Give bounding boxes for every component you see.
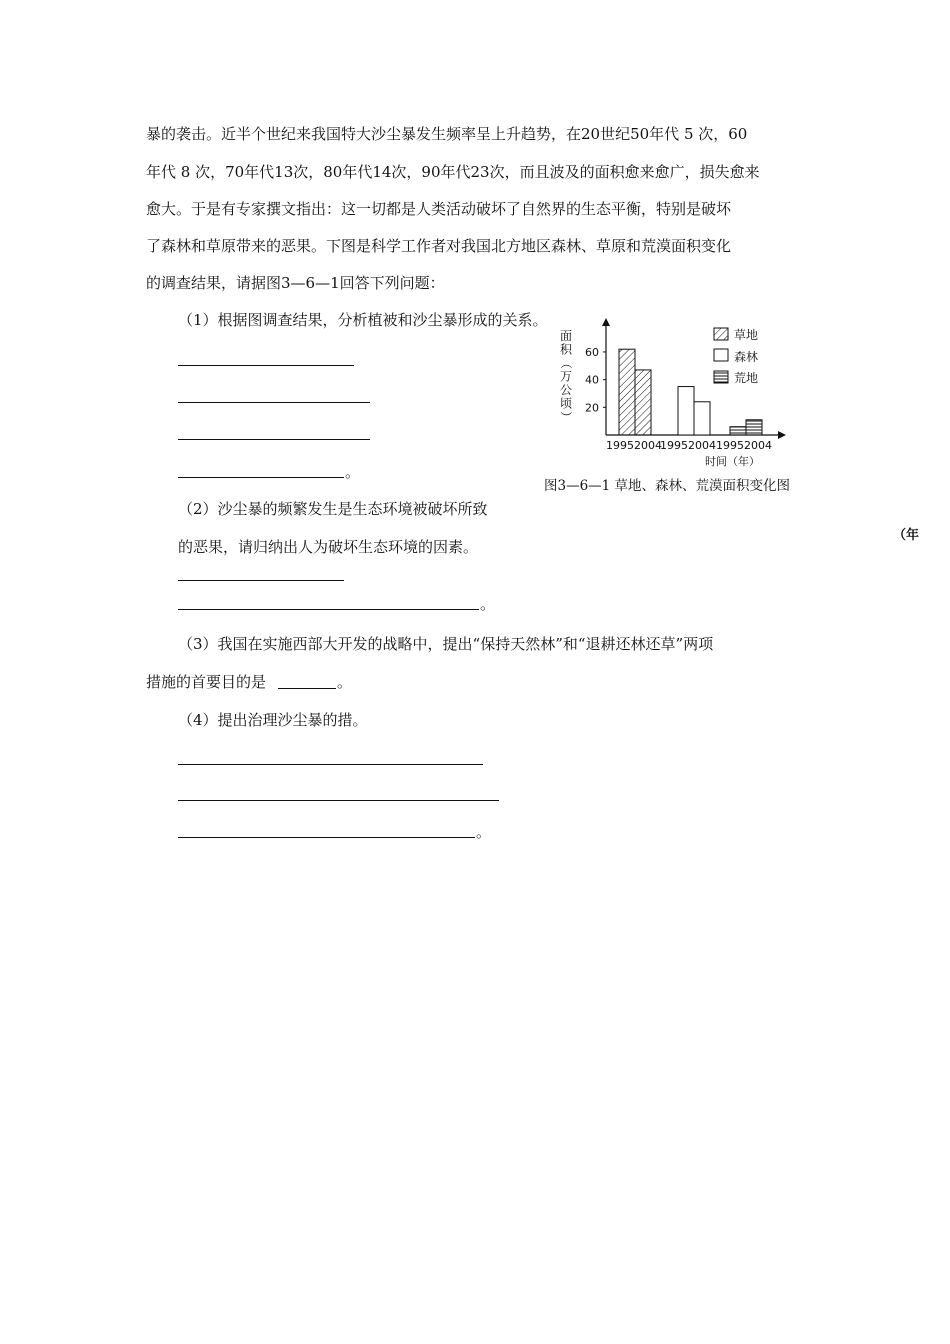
y-axis-label <box>559 329 573 423</box>
question-1: （1）根据图调查结果，分析植被和沙尘暴形成的关系。 <box>178 311 548 329</box>
legend-swatch-forest <box>714 349 728 361</box>
y-axis-label-char: 顷 <box>559 396 573 411</box>
y-axis-arrow <box>602 318 610 326</box>
question-4: （4）提出治理沙尘暴的措。 <box>178 711 368 729</box>
question-2-line-1: （2）沙尘暴的频繁发生是生态环境被破坏所致 <box>178 500 488 518</box>
legend-swatch-grassland <box>714 328 728 340</box>
y-axis-label-char: 面 <box>559 329 573 343</box>
bar-荒地-1995 <box>730 427 746 435</box>
y-tick-label: 40 <box>585 373 599 387</box>
x-tick-label: 2004 <box>688 439 716 452</box>
question-3-prompt: 措施的首要目的是 <box>146 673 267 691</box>
bar-草地-2004 <box>635 370 651 435</box>
answer-blank-1b <box>178 402 370 403</box>
legend-label-grassland: 草地 <box>734 328 759 342</box>
bar-草地-1995 <box>619 349 635 435</box>
y-axis-label-char: 公 <box>559 383 573 397</box>
bar-荒地-2004 <box>746 420 762 435</box>
y-axis-label-char: 万 <box>559 369 573 384</box>
end-mark-2: 。 <box>480 595 496 613</box>
y-axis-label-char: 积 <box>559 342 573 357</box>
x-tick-label: 2004 <box>744 439 772 452</box>
answer-blank-4b <box>178 800 499 801</box>
question-3-line-1: （3）我国在实施西部大开发的战略中，提出“保持天然林”和“退耕还林还草”两项 <box>178 635 714 653</box>
legend-label-forest: 森林 <box>734 350 759 364</box>
question-2-line-2: 的恶果，请归纳出人为破坏生态环境的因素。 <box>178 538 479 556</box>
answer-blank-2a <box>178 580 344 581</box>
paragraph-line-3: 愈大。于是有专家撰文指出：这一切都是人类活动破坏了自然界的生态平衡，特别是破坏 <box>146 200 732 218</box>
paragraph-line-4: 了森林和草原带来的恶果。下图是科学工作者对我国北方地区森林、草原和荒漠面积变化 <box>146 237 732 255</box>
x-tick-label: 2004 <box>634 439 662 452</box>
x-tick-label: 1995 <box>660 439 688 452</box>
answer-blank-4a <box>178 764 483 765</box>
answer-blank-2b <box>178 609 479 610</box>
answer-blank-1a <box>178 365 354 366</box>
area-change-chart <box>540 318 810 493</box>
chart-caption: 图3—6—1 草地、森林、荒漠面积变化图 <box>544 478 791 494</box>
bar-森林-1995 <box>678 387 694 435</box>
side-note: （年 <box>893 528 920 543</box>
y-axis-label-char: ） <box>559 410 573 424</box>
paragraph-line-5: 的调查结果，请据图3—6—1回答下列问题： <box>146 274 445 292</box>
y-tick-label: 60 <box>585 345 599 359</box>
answer-blank-1d <box>178 477 344 478</box>
end-mark-1: 。 <box>345 463 361 481</box>
bar-森林-2004 <box>694 402 710 435</box>
answer-blank-4c <box>178 837 475 838</box>
legend-label-wasteland: 荒地 <box>734 371 759 385</box>
end-mark-4: 。 <box>476 823 492 841</box>
answer-blank-1c <box>178 439 370 440</box>
paragraph-line-1: 暴的袭击。近半个世纪来我国特大沙尘暴发生频率呈上升趋势，在20世纪50年代 5 次，60 <box>146 125 748 143</box>
paragraph-line-2: 年代 8 次，70年代13次，80年代14次，90年代23次，而且波及的面积愈来愈广，损失愈来 <box>146 163 760 181</box>
legend-swatch-wasteland <box>714 371 728 383</box>
answer-blank-3 <box>278 688 336 689</box>
x-axis-arrow <box>778 431 786 439</box>
x-tick-label: 1995 <box>606 439 634 452</box>
x-tick-label: 1995 <box>716 439 744 452</box>
legend <box>714 327 758 385</box>
x-axis-label: 时间（年） <box>705 455 760 468</box>
y-axis-label-char: （ <box>559 356 573 370</box>
y-tick-label: 20 <box>585 401 599 415</box>
end-mark-3: 。 <box>337 673 353 691</box>
